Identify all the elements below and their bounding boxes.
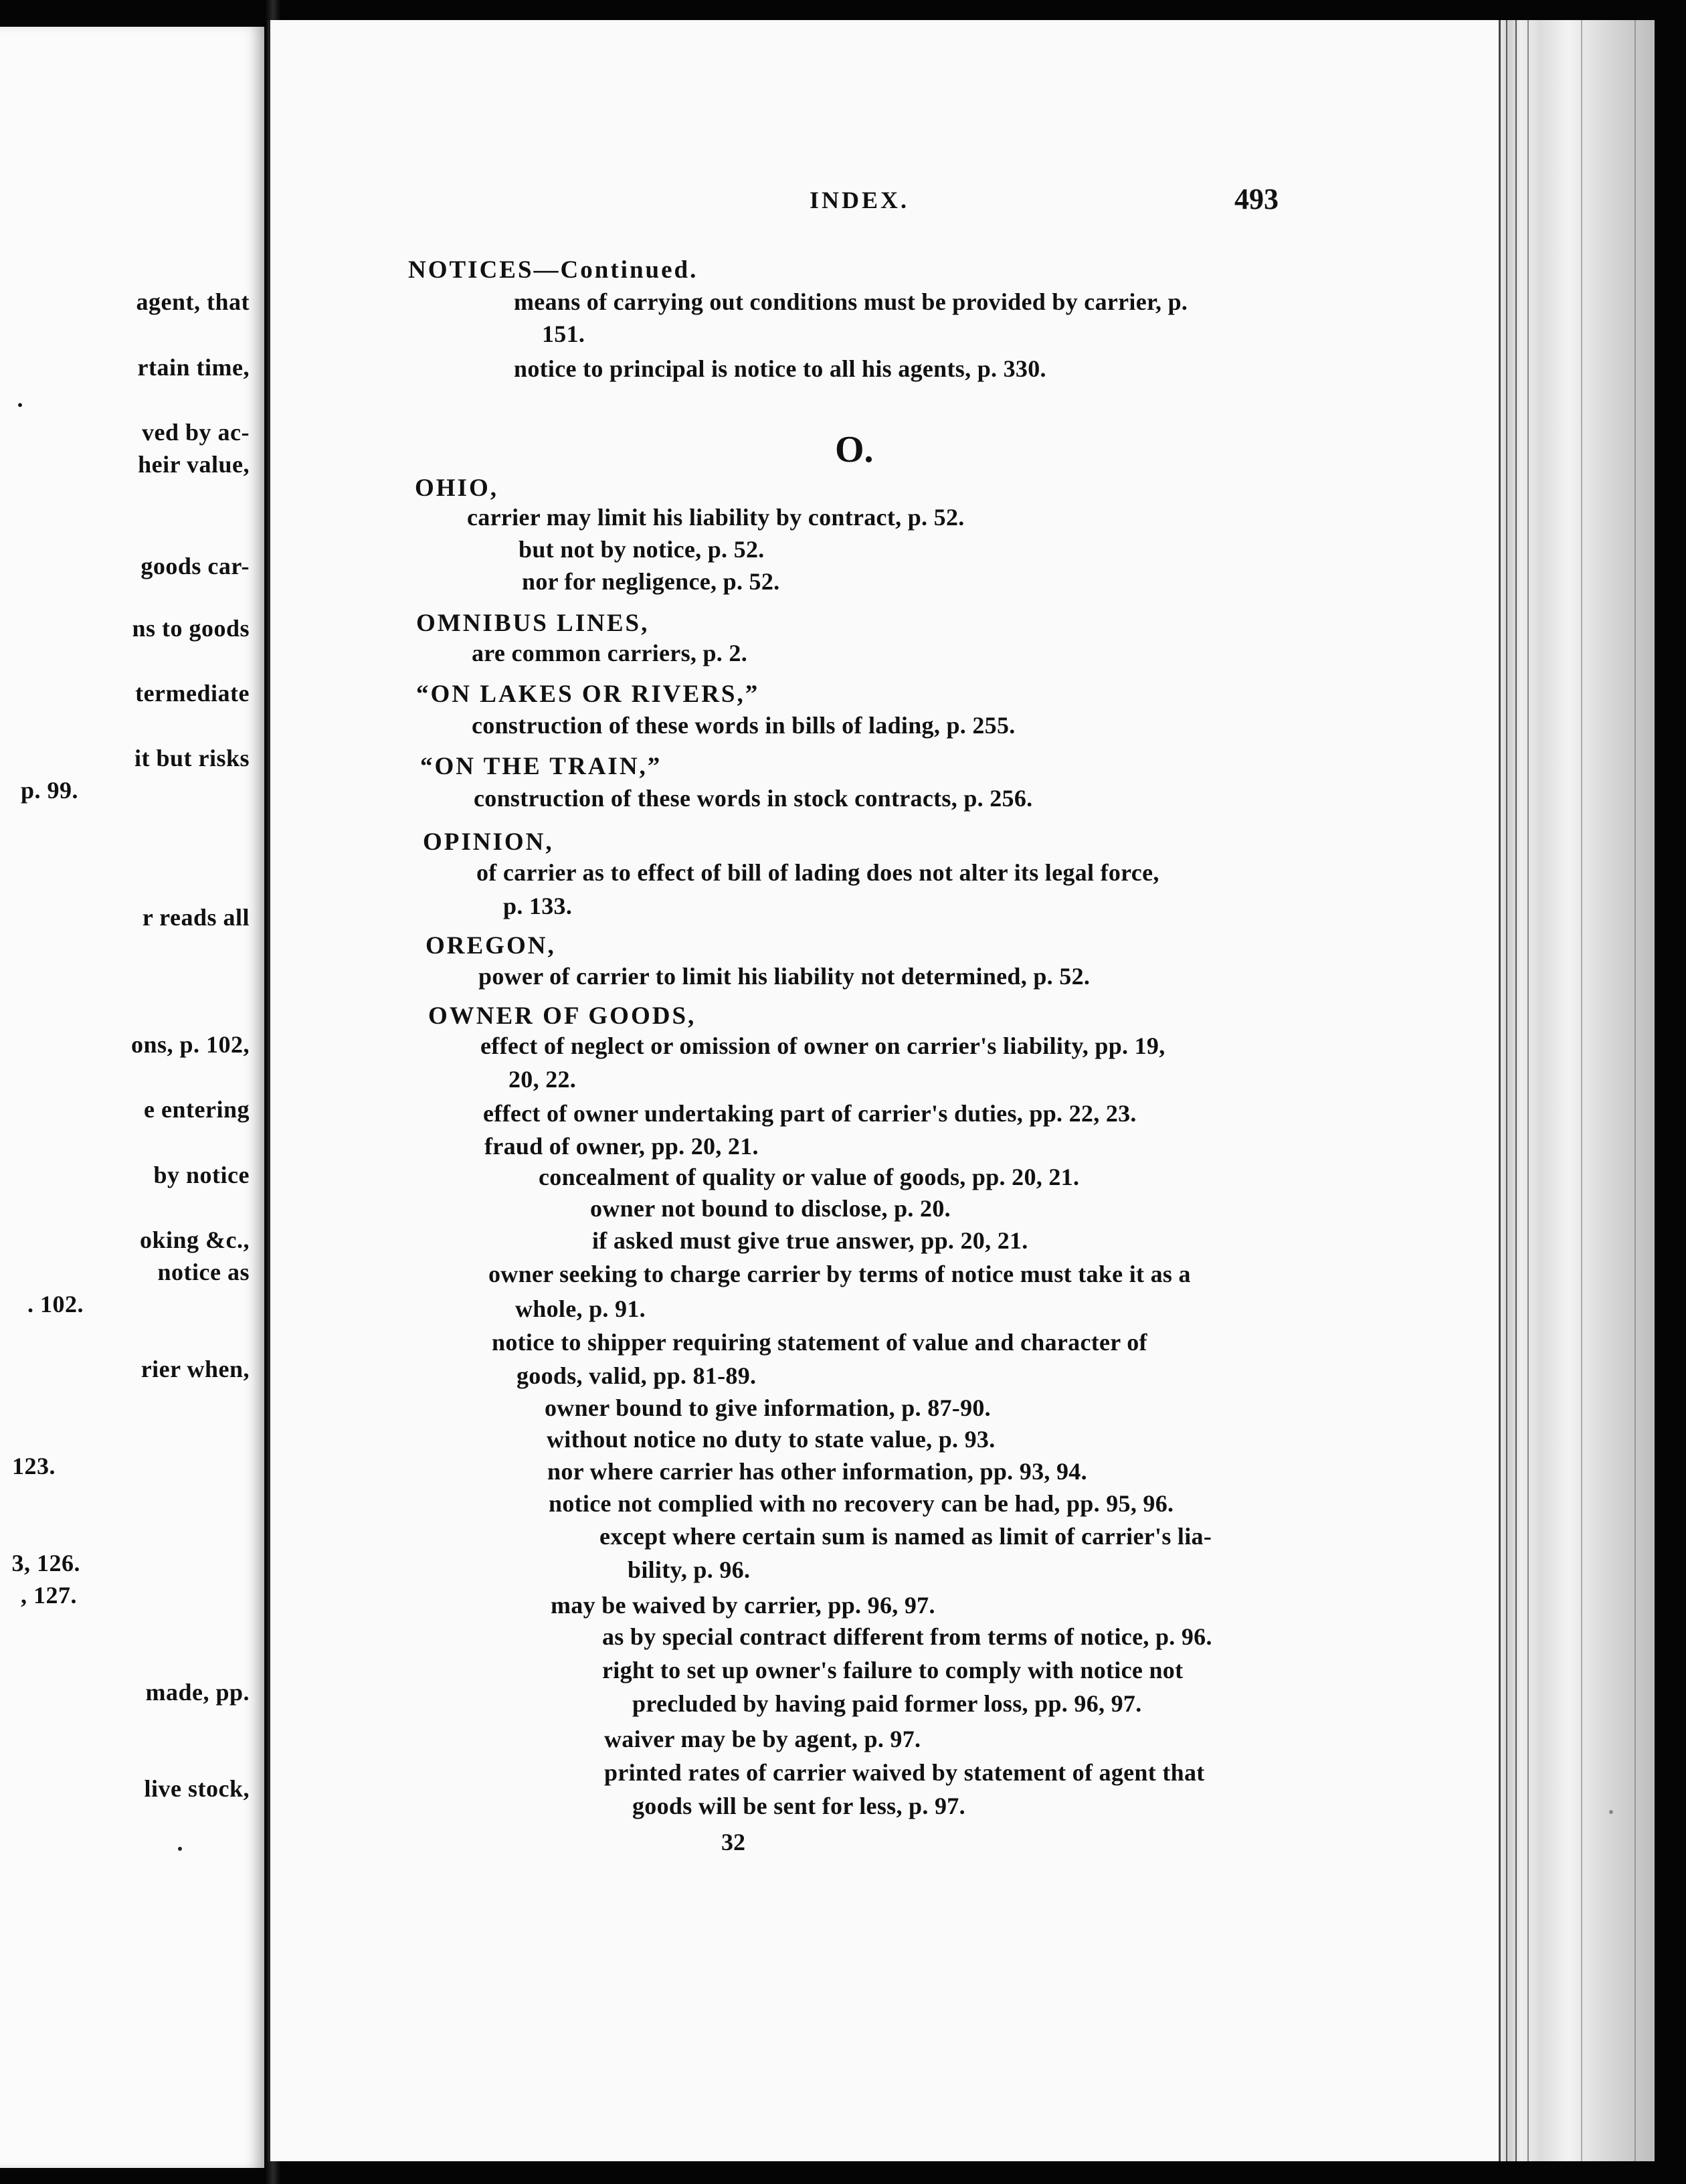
entry-line: power of carrier to limit his liability not determined, p. 52. <box>478 963 1091 990</box>
left-text-line: . 102. <box>27 1291 84 1317</box>
entry-line: 20, 22. <box>508 1066 577 1093</box>
left-text-line: ns to goods <box>132 615 250 642</box>
left-text-line: 3, 126. <box>11 1550 80 1576</box>
entry-line: concealment of quality or value of goods, pp. 20, 21. <box>539 1164 1080 1190</box>
left-text-line: rier when, <box>140 1356 250 1382</box>
left-text-line: live stock, <box>144 1775 250 1802</box>
ink-speck <box>1609 1810 1613 1814</box>
entry-line: may be waived by carrier, pp. 96, 97. <box>551 1592 935 1619</box>
entry-line: waiver may be by agent, p. 97. <box>604 1726 921 1752</box>
entry-heading: OMNIBUS LINES, <box>416 610 650 637</box>
page-number: 493 <box>1234 183 1279 215</box>
entry-line: right to set up owner's failure to comply with notice not <box>602 1657 1184 1683</box>
entry-line: means of carrying out conditions must be provided by carrier, p. <box>514 288 1188 315</box>
entry-line: construction of these words in stock contracts, p. 256. <box>474 785 1033 812</box>
entry-line: without notice no duty to state value, p. 93. <box>547 1426 996 1453</box>
entry-line: owner bound to give information, p. 87-90. <box>545 1394 991 1421</box>
entry-line: notice not complied with no recovery can be had, pp. 95, 96. <box>549 1490 1174 1517</box>
entry-line: but not by notice, p. 52. <box>519 536 765 563</box>
left-text-line: goods car- <box>140 553 250 579</box>
entry-line: p. 133. <box>503 893 573 919</box>
entry-line: goods, valid, pp. 81-89. <box>517 1362 757 1389</box>
entry-line: are common carriers, p. 2. <box>472 640 748 666</box>
entry-line: notice to shipper requiring statement of value and character of <box>492 1329 1147 1356</box>
left-text-line: oking &c., <box>139 1226 250 1253</box>
signature-folio: 32 <box>721 1829 745 1855</box>
entry-line: bility, p. 96. <box>628 1556 751 1583</box>
left-text-line: 123. <box>12 1453 56 1479</box>
entry-heading: “ON LAKES OR RIVERS,” <box>416 680 760 708</box>
entry-line: notice to principal is notice to all his agents, p. 330. <box>514 355 1046 382</box>
entry-line: owner seeking to charge carrier by terms of notice must take it as a <box>488 1261 1191 1287</box>
left-text-line: termediate <box>135 680 250 707</box>
entry-heading: “ON THE TRAIN,” <box>420 753 662 780</box>
entry-line: nor where carrier has other information, pp. 93, 94. <box>547 1458 1087 1485</box>
section-letter: O. <box>835 429 874 470</box>
entry-line: nor for negligence, p. 52. <box>522 568 780 595</box>
entry-heading: OHIO, <box>415 474 498 502</box>
left-text-line: heir value, <box>138 451 250 478</box>
left-text-line: by notice <box>153 1162 250 1188</box>
entry-line: as by special contract different from terms of notice, p. 96. <box>602 1623 1212 1650</box>
entry-line: 151. <box>542 321 585 347</box>
running-header: INDEX. <box>810 187 910 213</box>
left-text-line: p. 99. <box>20 777 78 804</box>
left-page <box>0 27 264 2168</box>
left-text-line: e entering <box>144 1096 250 1123</box>
entry-line: precluded by having paid former loss, pp. 96, 97. <box>632 1690 1142 1717</box>
left-text-line: agent, that <box>136 288 250 315</box>
left-text-line: ons, p. 102, <box>130 1031 250 1058</box>
entry-heading: OPINION, <box>423 828 554 856</box>
entry-line: printed rates of carrier waived by statement of agent that <box>604 1759 1205 1786</box>
entry-line: effect of neglect or omission of owner on carrier's liability, pp. 19, <box>480 1032 1165 1059</box>
entry-line: carrier may limit his liability by contract, p. 52. <box>467 504 965 531</box>
entry-heading: OREGON, <box>426 932 556 960</box>
left-text-line: r reads all <box>142 904 250 931</box>
entry-line: whole, p. 91. <box>515 1295 646 1322</box>
entry-line: of carrier as to effect of bill of lading does not alter its legal force, <box>476 859 1159 886</box>
entry-line: owner not bound to disclose, p. 20. <box>590 1195 951 1222</box>
entry-heading: NOTICES—Continued. <box>408 256 698 284</box>
left-text-line: . <box>17 385 23 412</box>
entry-line: effect of owner undertaking part of carrier's duties, pp. 22, 23. <box>483 1100 1137 1127</box>
left-text-line: notice as <box>157 1259 250 1285</box>
entry-line: except where certain sum is named as limit of carrier's lia- <box>599 1523 1212 1550</box>
left-text-line: ved by ac- <box>142 419 250 446</box>
left-text-line: rtain time, <box>137 354 250 381</box>
left-text-line: it but risks <box>134 745 250 771</box>
ink-speck <box>178 1847 182 1851</box>
left-text-line: , 127. <box>21 1582 77 1609</box>
right-page <box>268 20 1501 2161</box>
entry-line: goods will be sent for less, p. 97. <box>632 1793 965 1819</box>
entry-line: construction of these words in bills of lading, p. 255. <box>472 712 1016 739</box>
left-text-line: made, pp. <box>145 1679 250 1706</box>
entry-line: if asked must give true answer, pp. 20, 21. <box>592 1227 1028 1254</box>
entry-heading: OWNER OF GOODS, <box>428 1002 696 1030</box>
page-edges <box>1499 20 1655 2161</box>
entry-line: fraud of owner, pp. 20, 21. <box>484 1133 759 1160</box>
